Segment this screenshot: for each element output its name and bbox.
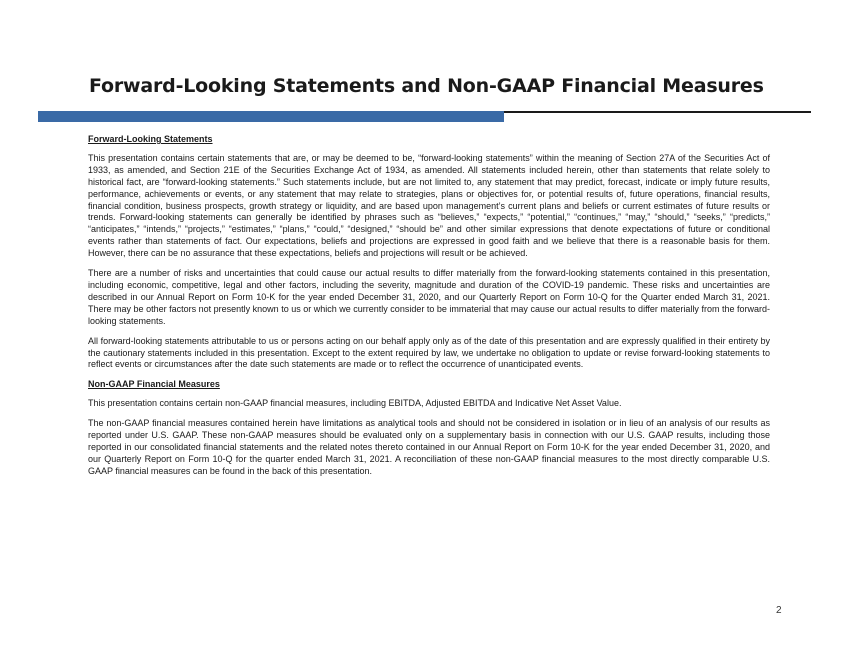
- non-gaap-paragraph-1: This presentation contains certain non-GAAP financial measures, including EBITDA, Adjusted EBITDA and Indicative Net Asset Value.: [88, 398, 622, 409]
- non-gaap-heading: Non-GAAP Financial Measures: [88, 379, 220, 390]
- document-body: [88, 134, 770, 486]
- title-rule-line: [504, 111, 811, 113]
- forward-looking-paragraph-2: There are a number of risks and uncertainties that could cause our actual results to differ materially from the forward-looking statements contained in this presentation, including economic, competitive, legal and other factors, including the severity, magnitude and duration of the COVID-19 pandemic. These risks and uncertainties are described in our Annual Report on Form 10-K for the year ended December 31, 2020, and our Quarterly Report on Form 10-Q for the Quarter ended March 31, 2021. There may be other factors not presently known to us or which we currently consider to be immaterial that may cause our actual results to differ materially from the forward-looking statements.: [88, 268, 770, 326]
- page-title: Forward-Looking Statements and Non-GAAP Financial Measures: [89, 75, 764, 97]
- non-gaap-paragraph-2: The non-GAAP financial measures contained herein have limitations as analytical tools and should not be considered in isolation or in lieu of an analysis of our results as reported under U.S. GAAP. These non-GAAP measures should be evaluated only on a supplementary basis in connection with our U.S. GAAP results, including those reported in our consolidated financial statements and the related notes thereto contained in our Annual Report on Form 10-K for the year ended December 31, 2020, and our Quarterly Report on Form 10-Q for the quarter ended March 31, 2021. A reconciliation of these non-GAAP financial measures to the most directly comparable U.S. GAAP financial measures can be found in the back of this presentation.: [88, 418, 770, 476]
- forward-looking-paragraph-3: All forward-looking statements attributable to us or persons acting on our behalf apply only as of the date of this presentation and are expressly qualified in their entirety by the cautionary statements included in this presentation. Except to the extent required by law, we undertake no obligation to update or revise forward-looking statements to reflect events or circumstances after the date such statements are made or to reflect the occurrence of unanticipated events.: [88, 335, 770, 370]
- page-number: 2: [776, 605, 782, 616]
- forward-looking-paragraph-1: This presentation contains certain statements that are, or may be deemed to be, “forward-looking statements” within the meaning of Section 27A of the Securities Act of 1933, as amended, and Section 21E of the Securities Exchange Act of 1934, as amended. All statements included herein, other than statements that relate solely to historical fact, are “forward-looking statements.” Such statements include, but are not limited to, any statement that may predict, forecast, indicate or imply future results, performance, achievements or events, or any statement that may relate to strategies, plans or objectives for, or potential results of, future operations, financial results, financial condition, business prospects, growth strategy or liquidity, and are based upon management’s current plans and beliefs or current estimates of future results or trends. Forward-looking statements can generally be identified by phrases such as “believes,” “expects,” “potential,” “continues,” “may,” “should,” “seeks,” “predicts,” “anticipates,” “intends,” “projects,” “estimates,” “plans,” “could,” “designed,” “should be” and other similar expressions that denote expectations of future or conditional events rather than statements of fact. Our expectations, beliefs and projections are expressed in good faith and we believe that there is a reasonable basis for them. However, there can be no assurance that these expectations, beliefs and projections will result or be achieved.: [88, 152, 770, 259]
- title-accent-bar: [38, 111, 504, 122]
- forward-looking-heading: Forward-Looking Statements: [88, 134, 213, 144]
